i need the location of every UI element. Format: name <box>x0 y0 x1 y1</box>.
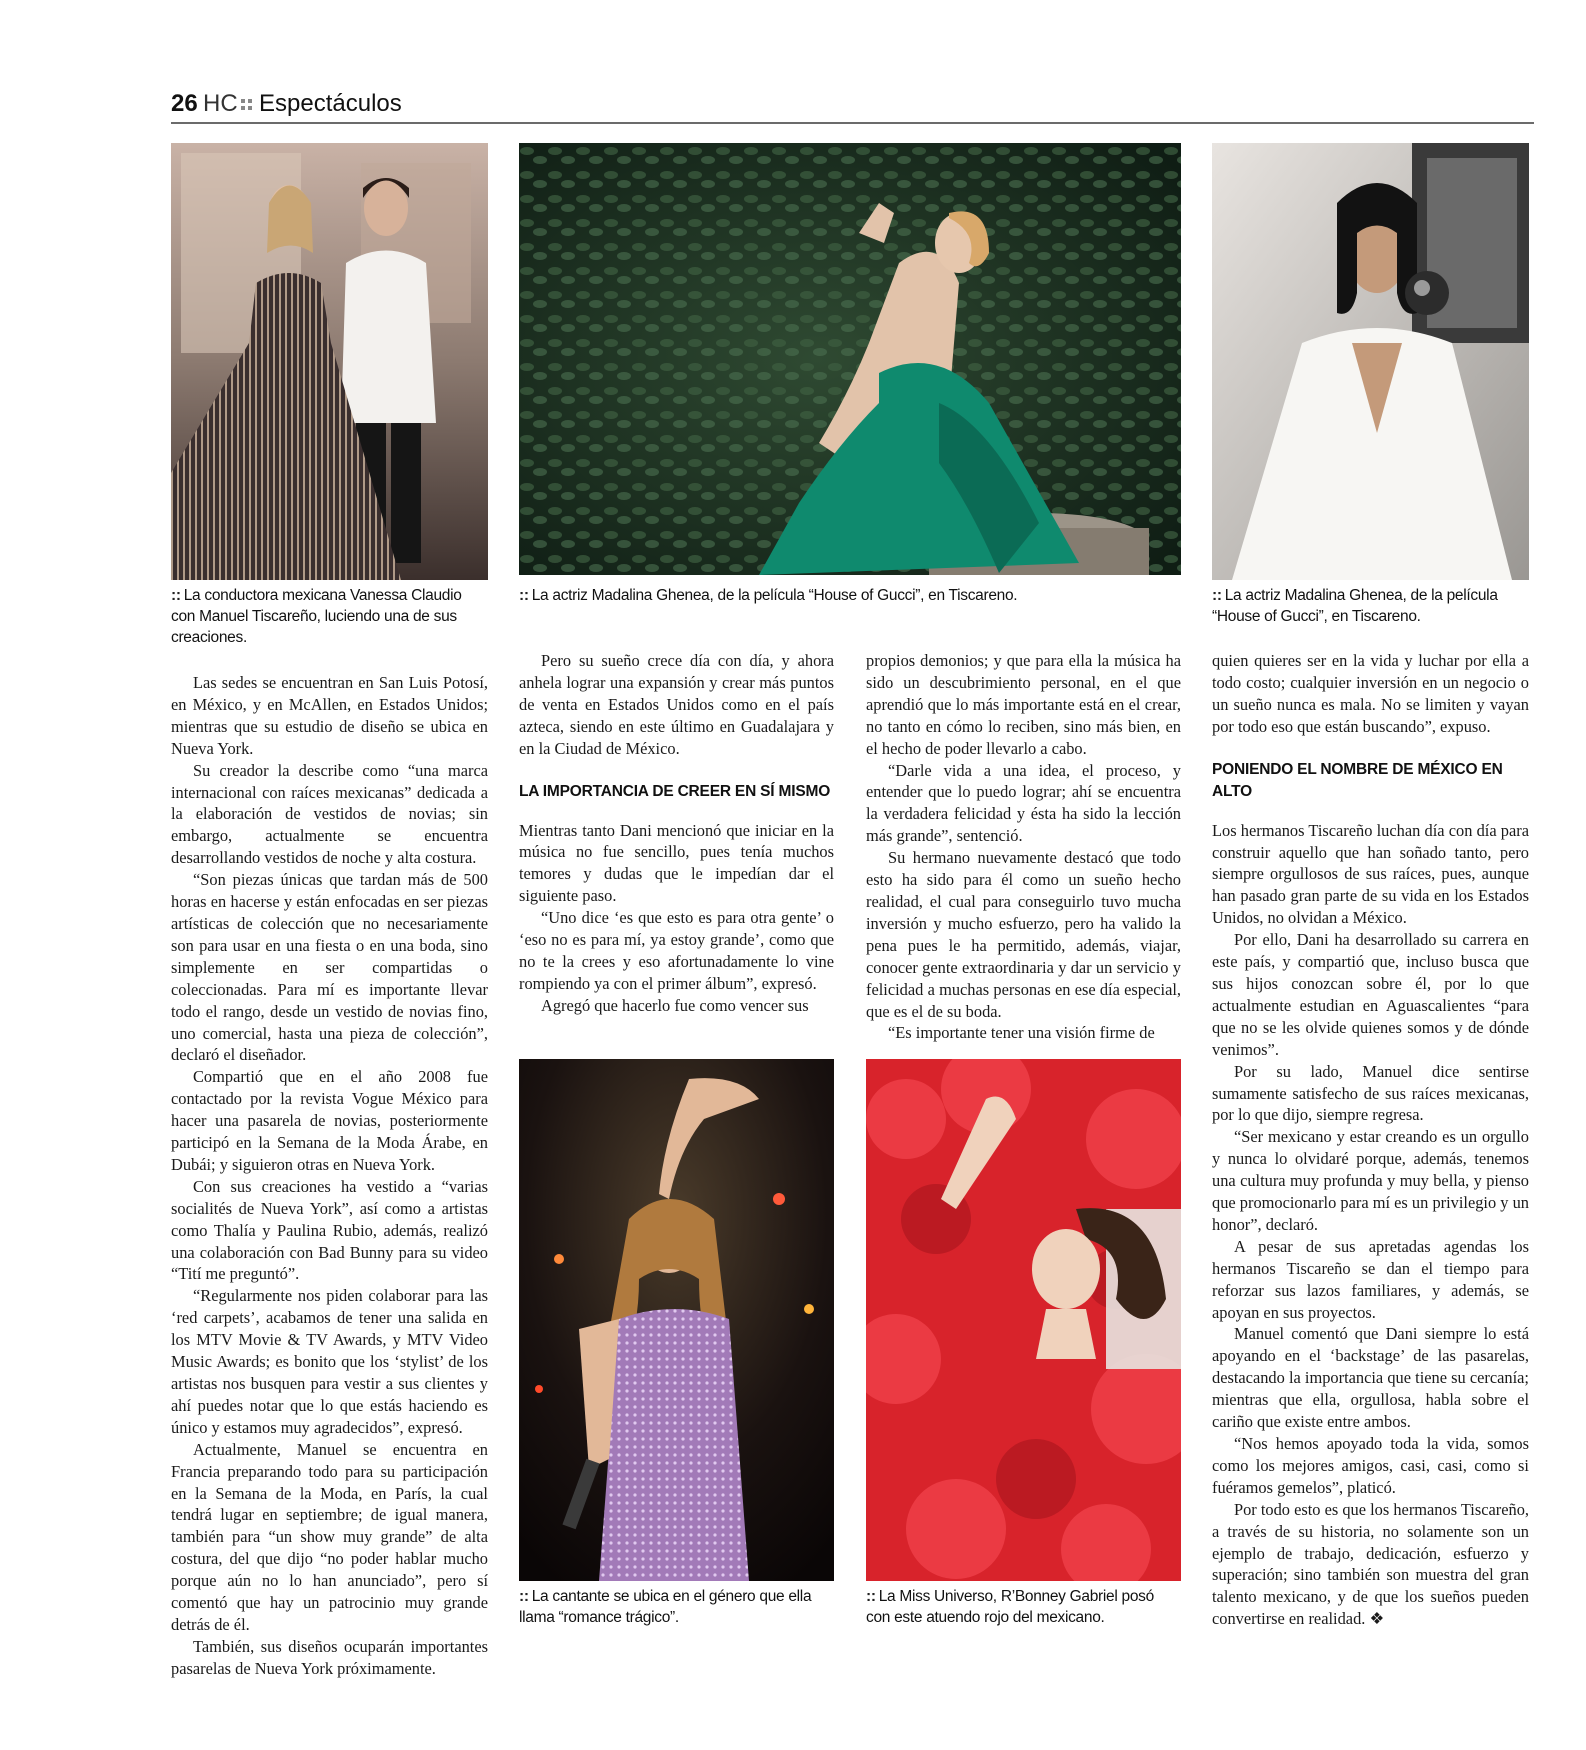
paragraph: Actualmente, Manuel se encuentra en Francia preparando todo para su participación en la Semana de la Moda, en París, la cual tendrá lugar en septiembre; de igual manera, también para “un show muy grande” de alta costura, del que dijo “no poder hablar mucho porque aún no lo han anunciado”, pero sí comentó que hay un patrocinio muy grande detrás de él. <box>171 1439 488 1634</box>
paragraph: Por su lado, Manuel dice sentirse sumamente satisfecho de sus raíces mexicanas, por lo que dijo, siempre regresa. <box>1212 1061 1529 1125</box>
article-column-3 <box>866 650 1181 1044</box>
photo-miss-universo-red-dress <box>866 1059 1181 1581</box>
photo-vanessa-claudio-manuel <box>171 143 488 580</box>
subheading-nombre-de-mexico: PONIENDO EL NOMBRE DE MÉXICO EN ALTO <box>1212 760 1503 800</box>
paragraph: Por ello, Dani ha desarrollado su carrera en este país, y compartió que, incluso busca que sus hijos conozcan sobre él, por lo que actualmente estudian en Aguascalientes “para que no se les olvide quienes somos y de dónde venimos”. <box>1212 930 1529 1059</box>
paragraph: “Darle vida a una idea, el proceso, y entender que lo puedo lograr; ahí se encuentra la verdadera felicidad y ésta ha sido la lección más grande”, sentenció. <box>866 760 1181 846</box>
page-header <box>171 90 1534 124</box>
paragraph: Las sedes se encuentran en San Luis Potosí, en México, y en McAllen, en Estados Unidos; mientras que su estudio de diseño se ubica en Nueva York. <box>171 673 488 758</box>
paragraph: quien quieres ser en la vida y luchar por ella a todo costo; cualquier inversión en un negocio o un sueño nunca es mala. No se limiten y vayan por todo eso que están buscando”, expuso. <box>1212 651 1529 736</box>
paragraph: Mientras tanto Dani mencionó que iniciar en la música no fue sencillo, pues tenía muchos temores y dudas que le impedían dar el siguiente paso. <box>519 820 834 906</box>
article-column-2 <box>519 650 834 1017</box>
paragraph: Pero su sueño crece día con día, y ahora anhela lograr una expansión y crear más puntos de venta en Estados Unidos como en el país azteca, siendo en este último en Guadalajara y en la Ciudad de México. <box>519 651 834 758</box>
subheading-creer-en-si-mismo: LA IMPORTANCIA DE CREER EN SÍ MISMO <box>519 782 831 800</box>
paragraph: Manuel comentó que Dani siempre lo está apoyando en el ‘backstage’ de las pasarelas, destacando la importancia que tiene su cercanía; mientras que ella, orgullosa, habla sobre el cariño que existe entre ambos. <box>1212 1324 1529 1432</box>
photo-madalina-green-dress <box>519 143 1181 575</box>
photo-madalina-white-dress <box>1212 143 1529 580</box>
paragraph: A pesar de sus apretadas agendas los hermanos Tiscareño se dan el tiempo para reforzar sus lazos familiares, y además, se apoyan en sus proyectos. <box>1212 1236 1529 1322</box>
caption-photo-2: :: La actriz Madalina Ghenea, de la película “House of Gucci”, en Tiscareno. <box>519 587 1018 604</box>
paragraph: “Es importante tener una visión firme de <box>888 1023 1155 1043</box>
paragraph: Los hermanos Tiscareño luchan día con día para construir aquello que han soñado tanto, pero siempre orgullosos de sus raíces, pues, aunque han pasado gran parte de su vida en los Estados Unidos, no olvidan a México. <box>1212 820 1529 928</box>
caption-photo-3: :: La actriz Madalina Ghenea, de la película “House of Gucci”, en Tiscareno. <box>1212 587 1498 625</box>
paragraph: “Nos hemos apoyado toda la vida, somos como los mejores amigos, casi, casi, como si fuéramos gemelos”, platicó. <box>1212 1434 1529 1497</box>
caption-photo-4: :: La cantante se ubica en el género que ella llama “romance trágico”. <box>519 1588 812 1626</box>
paragraph: Su creador la describe como “una marca internacional con raíces mexicanas” dedicada a la elaboración de vestidos de novias; sin embargo, actualmente se encuentra desarrollando vestidos de noche y alta costura. <box>171 760 488 868</box>
paragraph: Agregó que hacerlo fue como vencer sus <box>541 995 809 1015</box>
paragraph: “Regularmente nos piden colaborar para las ‘red carpets’, acabamos de tener una salida en los MTV Movie & TV Awards, y MTV Video Music Awards; es bonito que los ‘stylist’ de los artistas nos busquen para vestir a sus clientes y ahí puedes notar que lo que estás haciendo es único y estamos muy agradecidos”, expresó. <box>171 1286 488 1437</box>
article-column-4 <box>1212 650 1529 1630</box>
section-separator-icon <box>241 99 253 111</box>
page-number: 26 <box>171 90 198 117</box>
paragraph: También, sus diseños ocuparán importantes pasarelas de Nueva York próximamente. <box>171 1636 488 1678</box>
paragraph: Su hermano nuevamente destacó que todo esto ha sido para él como un sueño hecho realidad, el cual para conseguirlo tuvo mucha inversión y mucho esfuerzo, pero ha valido la pena pues le ha permitido, además, viajar, conocer gente extraordinaria y dar un servicio y felicidad a muchas personas en ese día especial, que es el de su boda. <box>866 848 1181 1021</box>
paragraph: Por todo esto es que los hermanos Tiscareño, a través de su historia, no solamente son un ejemplo de trabajo, dedicación, esfuerzo y superación; sino también son muestra del gran talento mexicano, y de que los sueños pueden convertirse en realidad. ❖ <box>1212 1499 1530 1629</box>
paragraph: Con sus creaciones ha vestido a “varias socialités de Nueva York”, así como a artistas como Thalía y Paulina Rubio, además, realizó una colaboración con Bad Bunny para su video “Tití me preguntó”. <box>171 1176 488 1284</box>
paragraph: Compartió que en el año 2008 fue contactado por la revista Vogue México para hacer una pasarela de novias, posteriormente participó en la Semana de la Moda Árabe, en Dubái; y siguieron otras en Nueva York. <box>171 1067 488 1174</box>
section-title: Espectáculos <box>259 90 402 117</box>
photo-singer-purple-dress <box>519 1059 834 1581</box>
publication-name: HC <box>203 90 238 117</box>
paragraph: “Ser mexicano y estar creando es un orgullo y nunca lo olvidaré porque, además, tenemos una cultura muy profunda y muy bella, y pienso que promocionarlo para mí es un privilegio y un honor”, declaró. <box>1212 1127 1529 1234</box>
caption-photo-1: :: La conductora mexicana Vanessa Claudio con Manuel Tiscareño, luciendo una de sus creaciones. <box>171 587 462 646</box>
paragraph: “Uno dice ‘es que esto es para otra gente’ o ‘eso no es para mí, ya estoy grande’, como que no te la crees y eso afortunadamente lo vine rompiendo ya con el primer álbum”, expresó. <box>519 908 834 993</box>
paragraph: propios demonios; y que para ella la música ha sido un descubrimiento personal, en el que aprendió que lo más importante está en el crear, no tanto en cómo lo reciben, sino más bien, en el hecho de poder llevarlo a cabo. <box>866 651 1181 758</box>
article-column-1 <box>171 672 488 1680</box>
caption-photo-5: :: La Miss Universo, R’Bonney Gabriel posó con este atuendo rojo del mexicano. <box>866 1588 1154 1626</box>
paragraph: “Son piezas únicas que tardan más de 500 horas en hacerse y están enfocadas en ser piezas artísticas de colección que no necesariamente son para usar en una fiesta o en una boda, sino simplemente en ser compartidas o coleccionadas. Para mí es importante llevar todo el rango, desde un vestido de novias fino, uno comercial, hasta una pieza de colección”, declaró el diseñador. <box>171 870 488 1065</box>
